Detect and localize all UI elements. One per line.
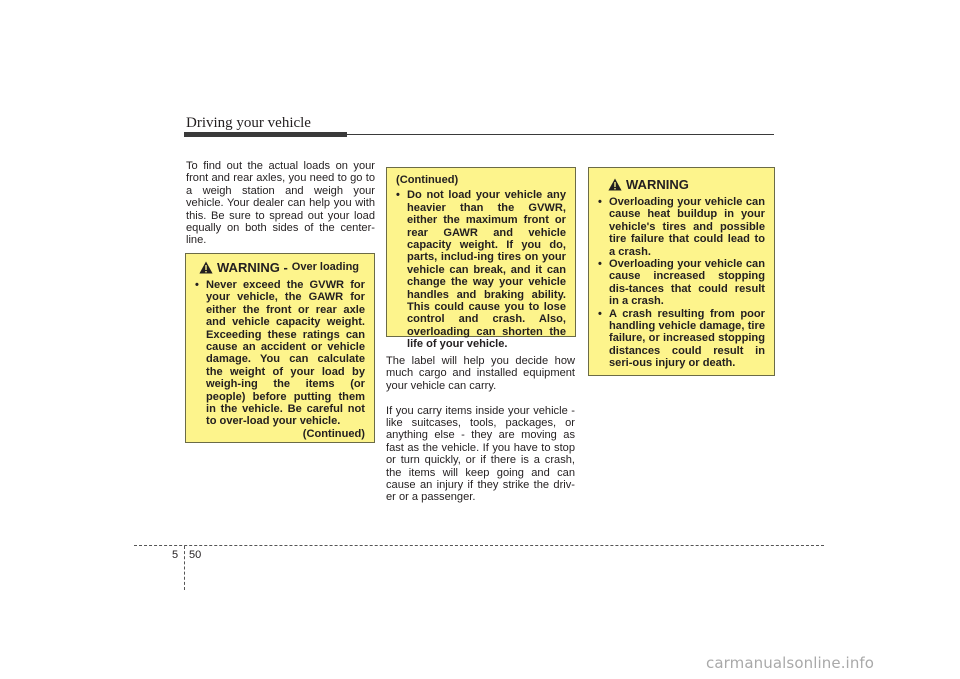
paragraph: If you carry items inside your vehicle - like suitcases, tools, packages, or anything else - they are moving as fast as the vehicle. If you have to stop or turn quickly, or if there is a crash, the items will keep going and can cause an injury if they strike the driv-er or a passenger. xyxy=(386,404,575,504)
warning-box-overloading xyxy=(185,253,375,443)
footer-divider xyxy=(184,546,185,590)
header-rule xyxy=(184,134,774,135)
watermark: carmanualsonline.info xyxy=(706,654,875,672)
cargo-text xyxy=(386,355,575,516)
warning-triangle-icon xyxy=(199,261,213,274)
footer-rule xyxy=(134,545,824,546)
list-item: • Never exceed the GVWR for your vehicle, the GAWR for either the front or rear axle and vehicle capacity weight. Exceeding these ratings can cause an accident or vehicle damage. You can calculate the weight of your load by weigh-ing the items (or people) before putting them in the vehicle. Be careful not to over-load your vehicle. xyxy=(195,279,365,428)
warning-list xyxy=(598,196,765,370)
warning-heading xyxy=(199,260,365,275)
warning-box-continued xyxy=(386,167,576,351)
continued-label: (Continued) xyxy=(396,174,459,186)
chapter-number: 5 xyxy=(172,549,179,561)
section-title: Driving your vehicle xyxy=(186,115,311,131)
warning-triangle-icon xyxy=(608,178,622,191)
warning-list xyxy=(396,189,566,350)
warning-list xyxy=(195,279,365,428)
warning-subtitle: Over loading xyxy=(291,261,360,273)
warning-heading xyxy=(608,177,765,192)
warning-box-heat xyxy=(588,167,775,376)
intro-paragraph: To find out the actual loads on your front and rear axles, you need to go to a weigh station and weigh your vehicle. Your dealer can help you with this. Be sure to spread out your load equally on both sides of the center-line. xyxy=(186,160,375,247)
page-number: 50 xyxy=(189,549,202,561)
warning-title: WARNING - xyxy=(217,260,288,275)
list-item: • Overloading your vehicle can cause increased stopping dis-tances that could result in a crash. xyxy=(598,258,765,308)
warning-title: WARNING xyxy=(626,177,689,192)
list-item: • A crash resulting from poor handling vehicle damage, tire failure, or increased stopping distances could result in seri-ous injury or death. xyxy=(598,308,765,370)
list-item: • Overloading your vehicle can cause heat buildup in your vehicle's tires and possible tire failure that could lead to a crash. xyxy=(598,196,765,258)
list-item: • Do not load your vehicle any heavier than the GVWR, either the maximum front or rear GAWR and vehicle capacity weight. If you do, parts, includ-ing tires on your vehicle can break, and it can change the way your vehicle handles and braking ability. This could cause you to lose control and crash. Also, overloading can shorten the life of your vehicle. xyxy=(396,189,566,350)
paragraph: The label will help you decide how much cargo and installed equipment your vehicle can carry. xyxy=(386,355,575,392)
continued-label: (Continued) xyxy=(302,427,365,440)
